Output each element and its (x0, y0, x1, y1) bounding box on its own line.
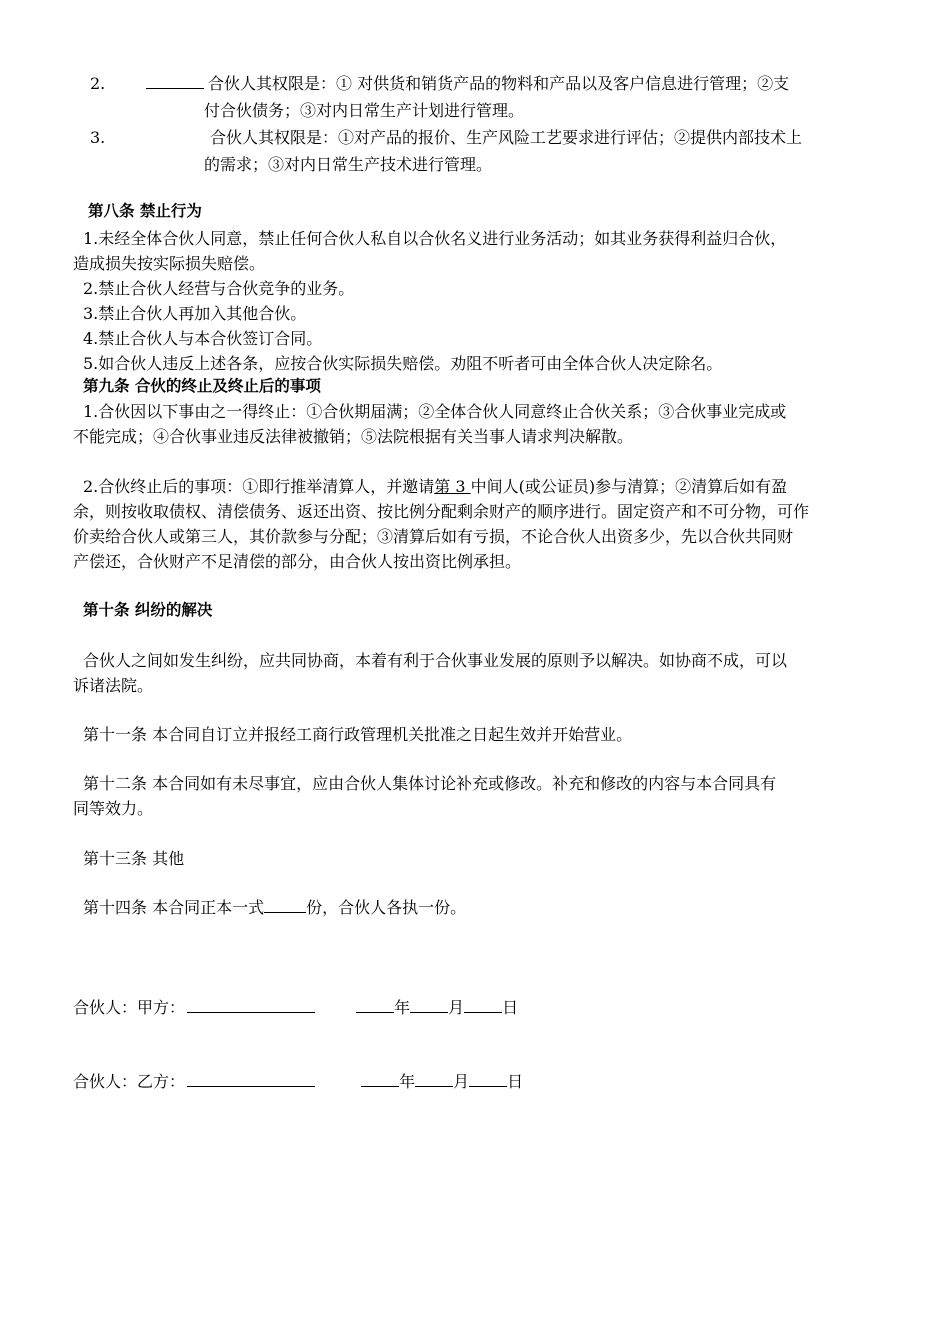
para-text: 2.合伙终止后的事项：①即行推举清算人，并邀请 (83, 477, 435, 496)
section-12-line2: 同等效力。 (73, 799, 154, 818)
year-label: 年 (394, 998, 411, 1017)
item-text-line2: 付合伙债务；③对内日常生产计划进行管理。 (204, 101, 525, 120)
party-a-signature-line (187, 996, 315, 1013)
item-text-line1: 合伙人其权限是：①对产品的报价、生产风险工艺要求进行评估；②提供内部技术上 (210, 128, 803, 147)
section-11: 第十一条 本合同自订立并报经工商行政管理机关批准之日起生效并开始营业。 (83, 725, 633, 744)
section-10-line1: 合伙人之间如发生纠纷，应共同协商，本着有利于合伙事业发展的原则予以解决。如协商不成，可以 (83, 651, 788, 670)
section-14 (83, 894, 466, 921)
signature-party-a (73, 994, 518, 1021)
day-label: 日 (507, 1072, 524, 1091)
month-blank (410, 996, 448, 1013)
section-8-heading: 第八条 禁止行为 (88, 202, 202, 220)
section-9-para-1-line2: 不能完成；④合伙事业违反法律被撤销；⑤法院根据有关当事人请求判决解散。 (73, 427, 634, 446)
section-9-para-1-line1: 1.合伙因以下事由之一得终止：①合伙期届满；②全体合伙人同意终止合伙关系；③合伙事业完成或 (83, 402, 787, 421)
section-8-item-4: 4.禁止合伙人与本合伙签订合同。 (83, 329, 323, 348)
day-label: 日 (502, 998, 519, 1017)
item-number: 2. (90, 74, 106, 93)
signature-party-b (73, 1068, 523, 1095)
item-text-line1: 合伙人其权限是：① 对供货和销货产品的物料和产品以及客户信息进行管理；②支 (208, 74, 790, 93)
copies-blank (264, 896, 306, 913)
section-13: 第十三条 其他 (83, 849, 185, 868)
month-blank (415, 1070, 453, 1087)
section-10-line2: 诉诸法院。 (73, 676, 154, 695)
day-blank (464, 996, 502, 1013)
month-label: 月 (448, 998, 465, 1017)
section-9-para-2-line4: 产偿还，合伙财产不足清偿的部分，由合伙人按出资比例承担。 (73, 552, 522, 571)
section-9-para-2-line1 (83, 473, 787, 500)
section-9-para-2-line2: 余，则按收取债权、清偿债务、返还出资、按比例分配剩余财产的顺序进行。固定资产和不可分物，可作 (73, 502, 810, 521)
year-blank (361, 1070, 399, 1087)
blank-line (146, 74, 204, 89)
item-text-line2: 的需求；③对内日常生产技术进行管理。 (204, 155, 493, 174)
section-9-heading: 第九条 合伙的终止及终止后的事项 (83, 377, 321, 395)
section-10-heading: 第十条 纠纷的解决 (83, 601, 213, 619)
year-label: 年 (399, 1072, 416, 1091)
year-blank (356, 996, 394, 1013)
section-8-item-3: 3.禁止合伙人再加入其他合伙。 (83, 304, 307, 323)
party-a-label: 合伙人：甲方： (73, 998, 186, 1017)
section-8-item-5: 5.如合伙人违反上述各条，应按合伙实际损失赔偿。劝阻不听者可由全体合伙人决定除名。 (83, 354, 723, 373)
mediator-count: 第 3 (434, 477, 471, 496)
section-9-para-2-line3: 价卖给合伙人或第三人，其价款参与分配；③清算后如有亏损，不论合伙人出资多少，先以合伙共同财 (73, 527, 794, 546)
day-blank (469, 1070, 507, 1087)
party-b-signature-line (187, 1070, 315, 1087)
section-8-item-1-cont: 造成损失按实际损失赔偿。 (73, 254, 266, 273)
section-14-text-b: 份，合伙人各执一份。 (306, 898, 467, 917)
section-12-line1: 第十二条 本合同如有未尽事宜，应由合伙人集体讨论补充或修改。补充和修改的内容与本合同具有 (83, 774, 777, 793)
party-b-label: 合伙人：乙方： (73, 1072, 186, 1091)
section-8-item-2: 2.禁止合伙人经营与合伙竞争的业务。 (83, 279, 355, 298)
section-8-item-1: 1.未经全体合伙人同意，禁止任何合伙人私自以合伙名义进行业务活动；如其业务获得利益归合伙， (83, 229, 787, 248)
month-label: 月 (453, 1072, 470, 1091)
section-14-text-a: 第十四条 本合同正本一式 (83, 898, 265, 917)
para-text: 中间人(或公证员)参与清算；②清算后如有盈 (470, 477, 788, 496)
item-number: 3. (90, 128, 106, 147)
